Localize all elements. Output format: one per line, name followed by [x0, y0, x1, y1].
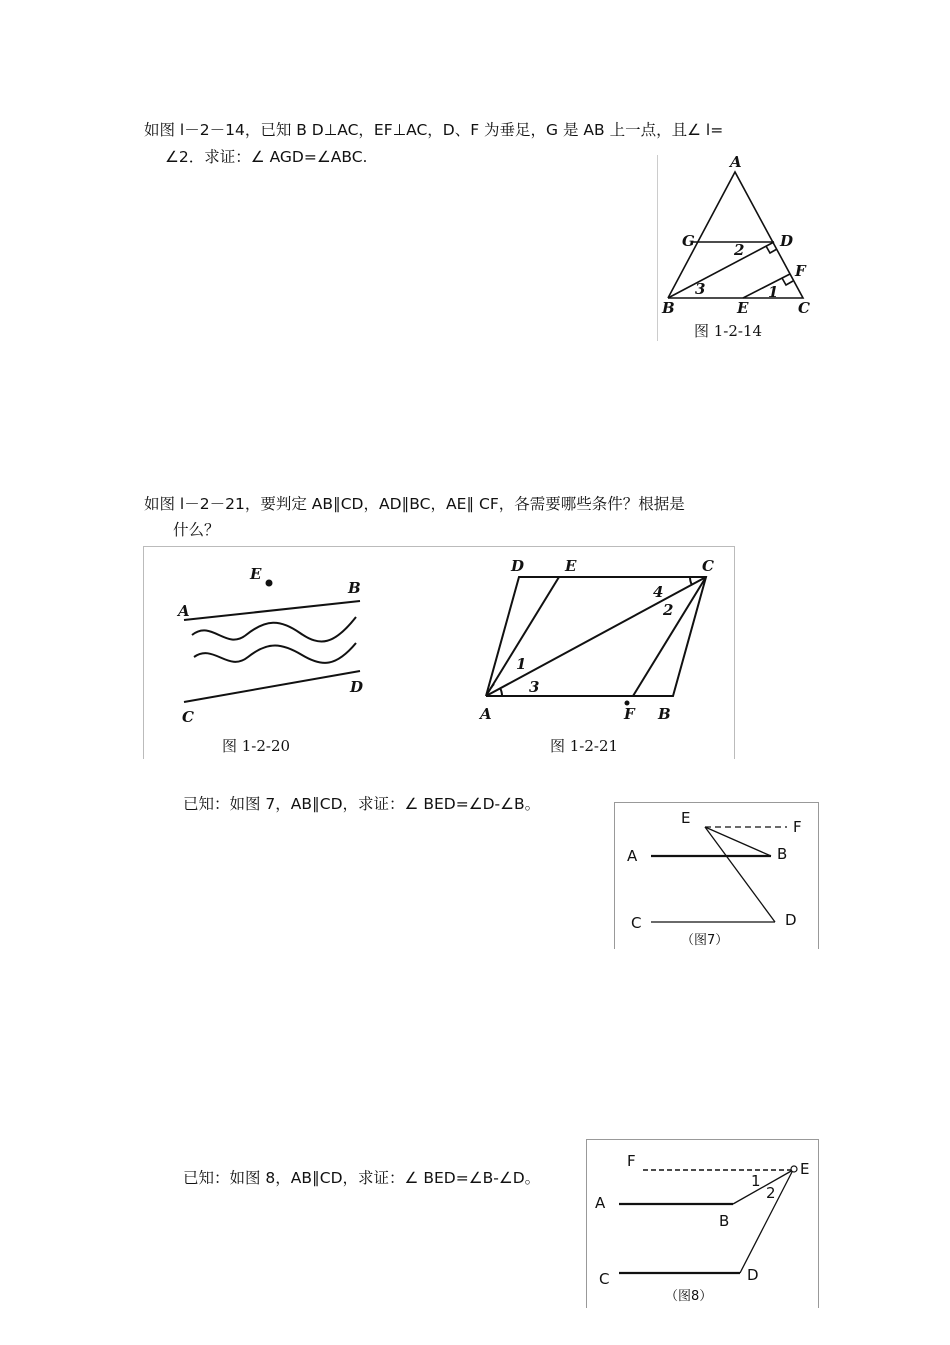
label-b: B	[662, 299, 675, 317]
figure-7-diagram	[615, 803, 818, 949]
label-c: C	[702, 557, 714, 575]
label-a: A	[178, 602, 190, 620]
angle-label-1: 1	[516, 655, 527, 673]
label-d: D	[350, 678, 364, 696]
angle-label-2: 2	[663, 601, 674, 619]
label-e: E	[565, 557, 577, 575]
right-angle-f	[782, 278, 793, 285]
label-c: C	[798, 299, 810, 317]
label-f: F	[627, 1152, 636, 1170]
figure-caption: 图 1-2-14	[694, 322, 763, 340]
label-f: F	[793, 818, 802, 836]
label-c: C	[631, 914, 642, 932]
line-ab	[184, 601, 360, 620]
figure-7	[614, 802, 819, 949]
wavy-line-2	[194, 643, 356, 663]
angle-arc-1	[491, 684, 494, 688]
segment-ef	[743, 274, 790, 298]
angle-label-3: 3	[529, 678, 540, 696]
diagonal-ac	[486, 577, 706, 696]
angle-label-2: 2	[766, 1184, 776, 1202]
line-cd	[184, 671, 360, 702]
label-a: A	[730, 155, 742, 171]
label-a: A	[627, 847, 638, 865]
label-b: B	[777, 845, 788, 863]
problem-2-line-2: 什么？	[173, 521, 220, 539]
problem-4-line-1: 已知：如图 8，AB∥CD，求证：∠ BED=∠B-∠D。	[183, 1169, 541, 1187]
label-b: B	[719, 1212, 730, 1230]
problem-1-line-2: ∠2．求证：∠ AGD=∠ABC.	[165, 148, 368, 166]
label-e: E	[681, 809, 691, 827]
angle-arc-4	[690, 577, 692, 585]
caption-1-2-21: 图 1-2-21	[550, 737, 619, 755]
label-f: F	[795, 262, 806, 280]
caption-figure-8: （图8）	[665, 1289, 713, 1304]
problem-2-line-1: 如图 l－2－21，要判定 AB∥CD，AD∥BC，AE∥ CF，各需要哪些条件？根据是	[144, 495, 685, 513]
angle-label-1: 1	[751, 1172, 761, 1190]
angle-label-2: 2	[734, 241, 745, 259]
label-f: F	[624, 705, 635, 723]
label-c: C	[182, 708, 194, 726]
segment-ae	[486, 577, 559, 696]
figure-8-diagram	[587, 1140, 818, 1308]
label-b: B	[658, 705, 671, 723]
label-e: E	[800, 1160, 810, 1178]
label-c: C	[599, 1270, 610, 1288]
angle-label-1: 1	[768, 283, 779, 301]
angle-label-3: 3	[695, 280, 706, 298]
caption-figure-7: （图7）	[681, 933, 729, 948]
label-e: E	[737, 299, 749, 317]
problem-1-line-1: 如图 l－2－14，已知 B D⊥AC，EF⊥AC，D、F 为垂足，G 是 AB 上一点，且∠ l=	[144, 121, 724, 139]
label-d: D	[785, 911, 797, 929]
label-a: A	[480, 705, 492, 723]
wavy-line-1	[192, 617, 356, 641]
label-e: E	[250, 565, 262, 583]
label-a: A	[595, 1194, 606, 1212]
figure-8	[586, 1139, 819, 1308]
label-d: D	[780, 232, 794, 250]
caption-1-2-20: 图 1-2-20	[222, 737, 291, 755]
label-b: B	[348, 579, 361, 597]
triangle-diagram	[658, 155, 818, 341]
problem-3-line-1: 已知：如图 7，AB∥CD，求证：∠ BED=∠D-∠B。	[183, 795, 541, 813]
point-e	[266, 580, 273, 587]
parallel-lines-diagrams	[144, 547, 734, 759]
segment-cf	[633, 577, 706, 696]
angle-label-4: 4	[653, 583, 664, 601]
label-g: G	[682, 232, 695, 250]
point-e	[791, 1166, 797, 1172]
angle-arc-3	[500, 688, 502, 696]
segment-ed	[705, 827, 775, 922]
label-d: D	[747, 1266, 759, 1284]
figure-1-2-14	[657, 155, 818, 341]
label-d: D	[511, 557, 525, 575]
figure-1-2-20-and-21	[143, 546, 735, 759]
